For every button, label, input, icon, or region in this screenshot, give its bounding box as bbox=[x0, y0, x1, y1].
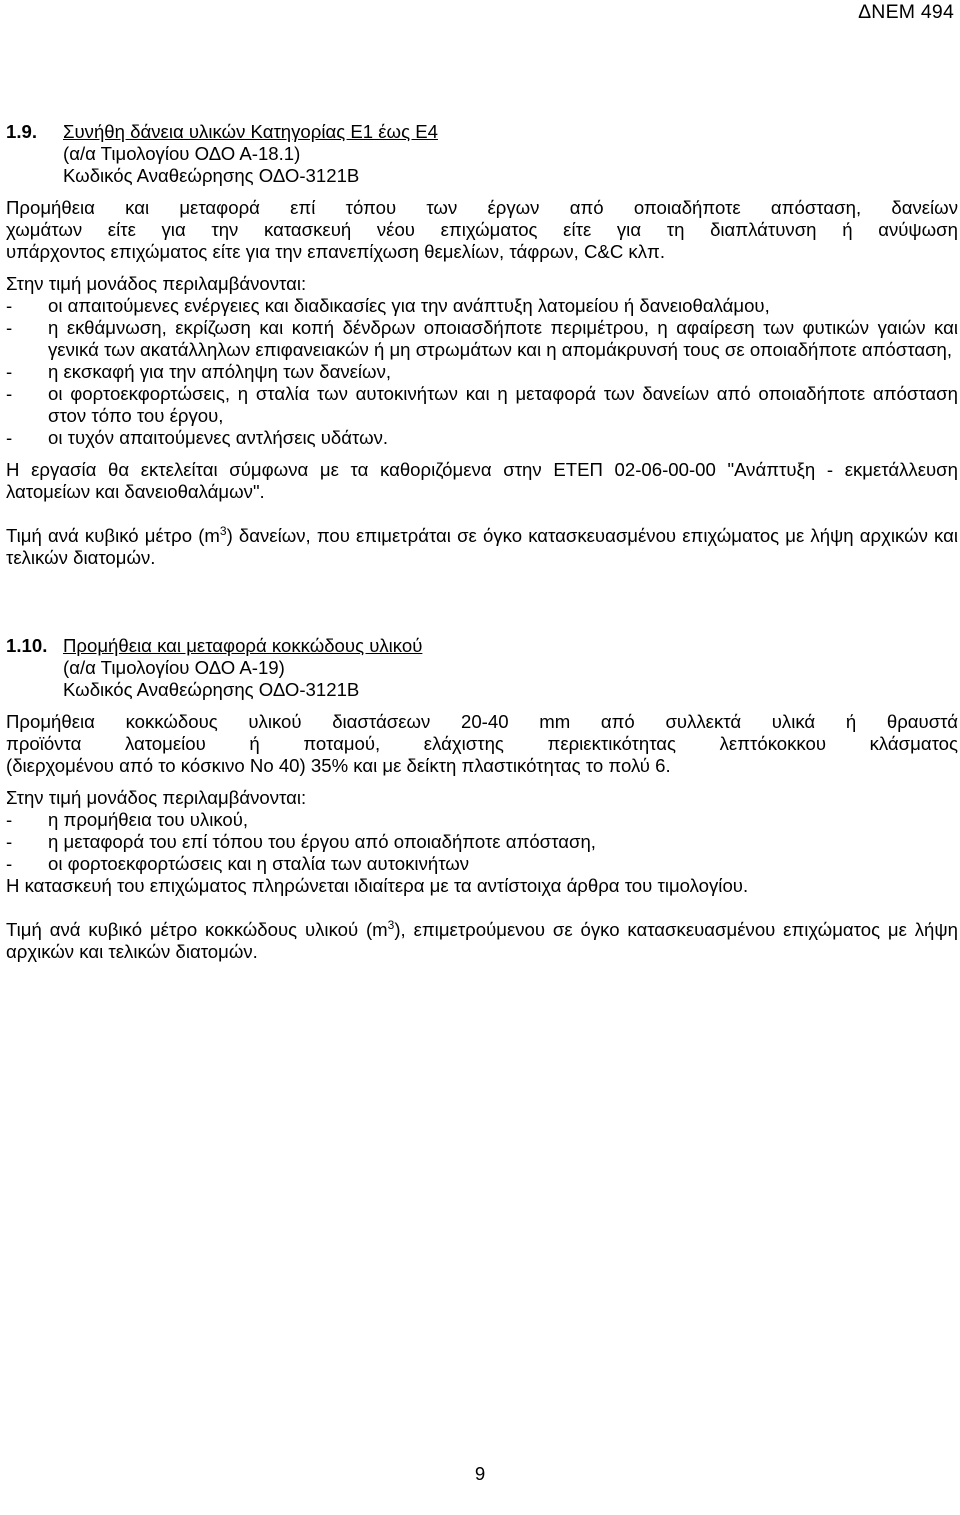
price-list-ref: (α/α Τιμολογίου ΟΔΟ Α-19) bbox=[63, 657, 285, 678]
section-title: Προμήθεια και μεταφορά κοκκώδους υλικού bbox=[63, 635, 423, 656]
etep-note: Η εργασία θα εκτελείται σύμφωνα με τα καθοριζόμενα στην ΕΤΕΠ 02-06-00-00 "Ανάπτυξη - εκμετάλλευση λατομείων και δανειοθαλάμων". bbox=[6, 459, 958, 502]
page-number: 9 bbox=[474, 1463, 486, 1484]
revision-code: Κωδικός Αναθεώρησης ΟΔΟ-3121Β bbox=[63, 165, 360, 186]
section-title: Συνήθη δάνεια υλικών Κατηγορίας Ε1 έως Ε4 bbox=[63, 121, 438, 142]
description-line: προϊόντα λατομείου ή ποταμού, ελάχιστης περιεκτικότητας λεπτόκοκκου κλάσματος bbox=[6, 733, 958, 754]
list-item: - η εκθάμνωση, εκρίζωση και κοπή δένδρων οποιασδήποτε περιμέτρου, η αφαίρεση των φυτικών γαιών και γενικά των ακατάλληλων επιφανειακών ή μη στρωμάτων και η απομάκρυνσή τους σε οποιαδήποτε απόσταση, bbox=[6, 317, 958, 360]
document-body bbox=[6, 121, 958, 963]
includes-title: Στην τιμή μονάδος περιλαμβάνονται: bbox=[6, 787, 307, 808]
list-item: - η μεταφορά του επί τόπου του έργου από οποιαδήποτε απόσταση, bbox=[6, 831, 596, 852]
section-number: 1.10. bbox=[6, 635, 48, 656]
list-item: - η εκσκαφή για την απόληψη των δανείων, bbox=[6, 361, 392, 382]
unit-price-description: Τιμή ανά κυβικό μέτρο κοκκώδους υλικού $(m^3)$, επιμετρούμενου σε όγκο κατασκευασμένου επιχώματος με λήψη αρχικών και τελικών διατομών. bbox=[6, 918, 958, 962]
section-1-10-heading bbox=[6, 635, 958, 657]
list-item: - οι φορτοεκφορτώσεις και η σταλία των αυτοκινήτων bbox=[6, 853, 470, 874]
unit-price-description: Τιμή ανά κυβικό μέτρο $(m^3)$ δανείων, που επιμετράται σε όγκο κατασκευασμένου επιχώματος με λήψη αρχικών και τελικών διατομών. bbox=[6, 524, 958, 568]
revision-code: Κωδικός Αναθεώρησης ΟΔΟ-3121Β bbox=[63, 679, 360, 700]
list-item: - οι φορτοεκφορτώσεις, η σταλία των αυτοκινήτων και η μεταφορά των δανείων από οποιαδήποτε απόσταση στον τόπο του έργου, bbox=[6, 383, 958, 426]
description-line: Προμήθεια κοκκώδους υλικού διαστάσεων 20-40 mm από συλλεκτά υλικά ή θραυστά bbox=[6, 711, 958, 732]
section-number: 1.9. bbox=[6, 121, 38, 142]
description-line: (διερχομένου από το κόσκινο Νο 40) 35% και με δείκτη πλαστικότητας το πολύ 6. bbox=[6, 755, 671, 776]
includes-title: Στην τιμή μονάδος περιλαμβάνονται: bbox=[6, 273, 307, 294]
list-item: - οι απαιτούμενες ενέργειες και διαδικασίες για την ανάπτυξη λατομείου ή δανειοθαλάμου, bbox=[6, 295, 770, 316]
description-line: Προμήθεια και μεταφορά επί τόπου των έργων από οποιαδήποτε απόσταση, δανείων bbox=[6, 197, 958, 218]
price-list-ref: (α/α Τιμολογίου ΟΔΟ Α-18.1) bbox=[63, 143, 301, 164]
construction-note: Η κατασκευή του επιχώματος πληρώνεται ιδιαίτερα με τα αντίστοιχα άρθρα του τιμολογίου. bbox=[6, 875, 749, 896]
list-item: - οι τυχόν απαιτούμενες αντλήσεις υδάτων. bbox=[6, 427, 389, 448]
section-1-9-heading bbox=[6, 121, 958, 143]
description-line: χωμάτων είτε για την κατασκευή νέου επιχώματος είτε για τη διαπλάτυνση ή ανύψωση bbox=[6, 219, 958, 240]
description-line: υπάρχοντος επιχώματος είτε για την επανεπίχωση θεμελίων, τάφρων, C&C κλπ. bbox=[6, 241, 665, 262]
document-code: ΔΝΕΜ 494 bbox=[858, 1, 954, 23]
list-item: - η προμήθεια του υλικού, bbox=[6, 809, 249, 830]
